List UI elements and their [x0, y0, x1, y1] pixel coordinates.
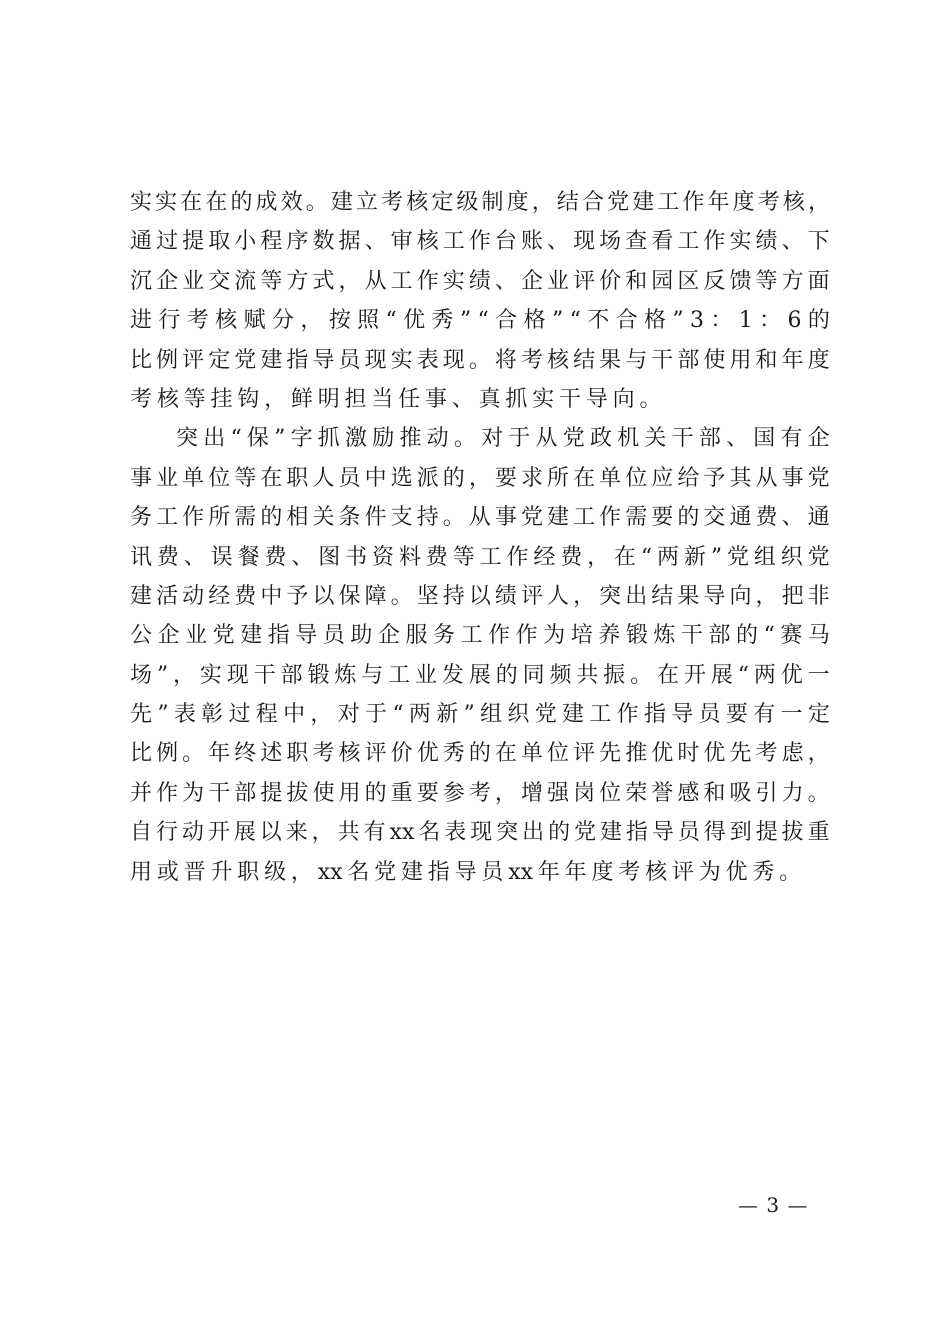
text-line: 建 活 动 经 费 中 予 以 保 障 。 坚 持 以 绩 评 人 ， 突 出 结 果 导 向 ， 把 非: [130, 583, 830, 609]
text-line: 并 作 为 干 部 提 拔 使 用 的 重 要 参 考 ， 增 强 岗 位 荣 誉 感 和 吸 引 力 。: [130, 780, 830, 806]
text-line: 突 出 “ 保 ” 字 抓 激 励 推 动 。 对 于 从 党 政 机 关 干 部 、 国 有 企: [176, 426, 830, 452]
text-line: 用 或 晋 升 职 级 ， xx 名 党 建 指 导 员 xx 年 年 度 考 核 评 为 优 秀 。: [130, 859, 802, 885]
text-line: 公 企 业 党 建 指 导 员 助 企 服 务 工 作 作 为 培 养 锻 炼 干 部 的 “ 赛 马: [130, 623, 830, 649]
body-text: [130, 183, 830, 892]
text-line: 务 工 作 所 需 的 相 关 条 件 支 持 。 从 事 党 建 工 作 需 要 的 交 通 费 、 通: [130, 505, 830, 531]
text-line: 讯 费 、 误 餐 费 、 图 书 资 料 费 等 工 作 经 费 ， 在 “ 两 新 ” 党 组 织 党: [130, 544, 830, 570]
paragraph: [130, 183, 830, 419]
text-line: 先 ” 表 彰 过 程 中 ， 对 于 “ 两 新 ” 组 织 党 建 工 作 指 导 员 要 有 一 定: [130, 702, 830, 728]
text-line: 比 例 。 年 终 述 职 考 核 评 价 优 秀 的 在 单 位 评 先 推 优 时 优 先 考 虑 ，: [130, 741, 830, 767]
text-line: 比 例 评 定 党 建 指 导 员 现 实 表 现 。 将 考 核 结 果 与 干 部 使 用 和 年 度: [130, 347, 830, 373]
text-line: 实 实 在 在 的 成 效 。 建 立 考 核 定 级 制 度 ， 结 合 党 建 工 作 年 度 考 核 ，: [130, 190, 830, 215]
text-line: 通 过 提 取 小 程 序 数 据 、 审 核 工 作 台 账 、 现 场 查 看 工 作 实 绩 、 下: [130, 229, 830, 255]
page-number: — 3 —: [738, 1193, 809, 1217]
paragraph: [130, 419, 830, 892]
text-line: 进 行 考 核 赋 分 ， 按 照 “ 优 秀 ” “ 合 格 ” “ 不 合 格 ” 3 ： 1 ： 6 的: [130, 308, 830, 334]
text-line: 场 ” ， 实 现 干 部 锻 炼 与 工 业 发 展 的 同 频 共 振 。 在 开 展 “ 两 优 一: [130, 662, 830, 688]
text-line: 沉 企 业 交 流 等 方 式 ， 从 工 作 实 绩 、 企 业 评 价 和 园 区 反 馈 等 方 面: [130, 268, 830, 294]
text-line: 自 行 动 开 展 以 来 ， 共 有 xx 名 表 现 突 出 的 党 建 指 导 员 得 到 提 拔 重: [130, 820, 830, 846]
text-line: 事 业 单 位 等 在 职 人 员 中 选 派 的 ， 要 求 所 在 单 位 应 给 予 其 从 事 党: [130, 465, 830, 491]
text-line: 考 核 等 挂 钩 ， 鲜 明 担 当 任 事 、 真 抓 实 干 导 向 。: [130, 386, 662, 412]
